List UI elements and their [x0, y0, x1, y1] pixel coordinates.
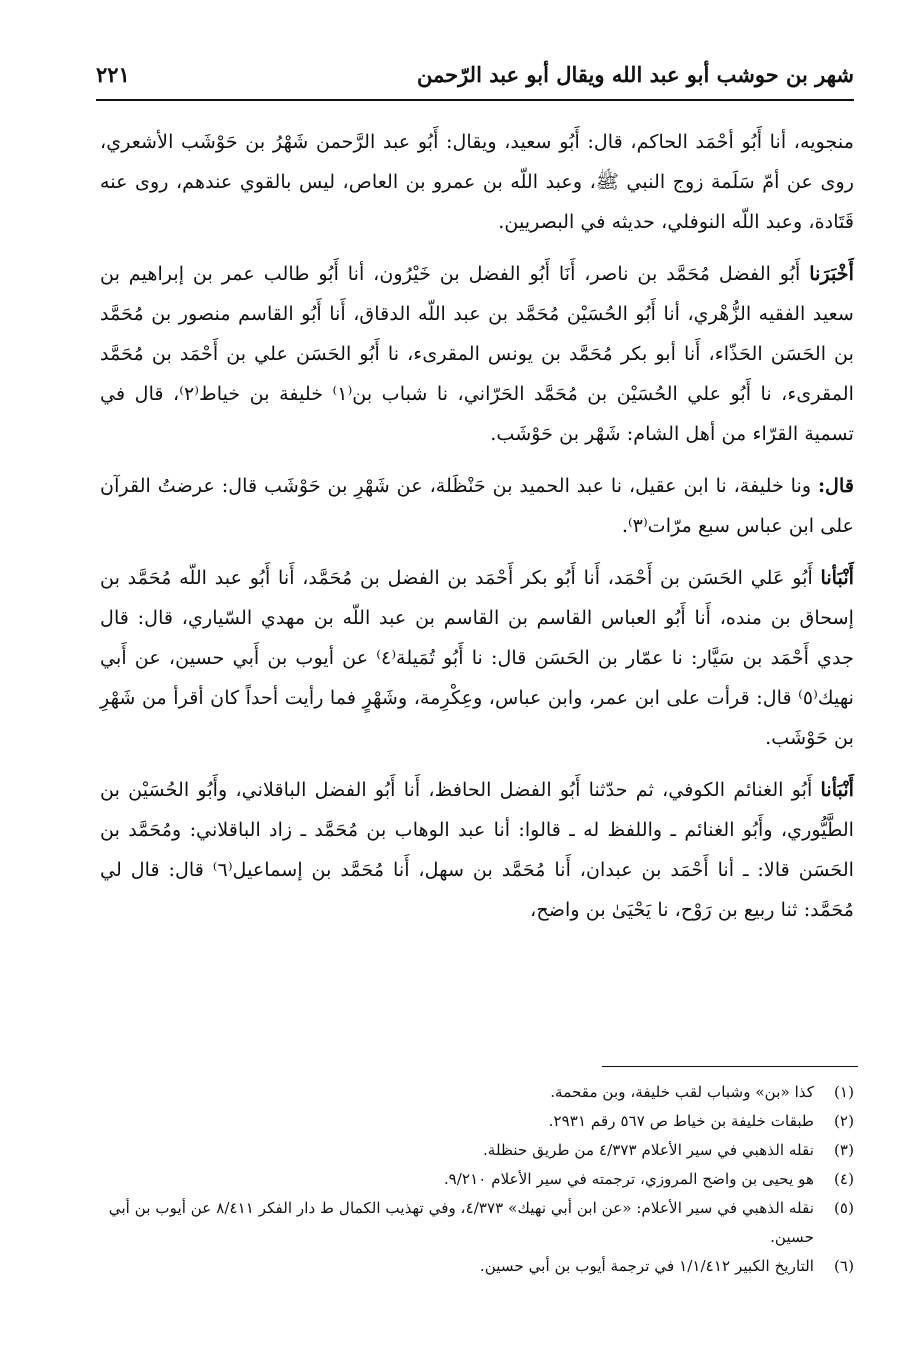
paragraph-text: منجويه، أنا أَبُو أحْمَد الحاكم، قال: أَبُو سعيد، ويقال: أَبُو عبد الرَّحمن شَهْرُ بن حَوْشَب الأشعري، روى عن أمّ سَلَمة زوج النبي ﷺ، وعبد اللّه بن عمرو بن العاص، ليس بالقوي عندهم، روى عنه قَتَادة، وعبد اللّه النوفلي، حديثه في البصريين.	[100, 130, 854, 233]
running-title: شهر بن حوشب أبو عبد الله ويقال أبو عبد الرّحمن	[416, 62, 854, 87]
footnote-number: (١)	[833, 1083, 854, 1101]
paragraph-lead: قال:	[817, 474, 854, 497]
paragraph-lead: أَنْبَأنا	[820, 566, 854, 589]
footnote-text: نقله الذهبي في سير الأعلام: «عن ابن أبي نهيك» ٤/٣٧٣، وفي تهذيب الكمال ط دار الفكر ٨/٤١١ عن أيوب بن أبي حسين.	[108, 1199, 814, 1246]
paragraph-1	[100, 122, 854, 242]
paragraph-lead: أَخْبَرَنا	[809, 262, 854, 285]
footnote-2	[100, 1107, 854, 1136]
footnote-text: كذا «بن» وشباب لقب خليفة، وبن مقحمة.	[550, 1083, 814, 1101]
footnote-text: نقله الذهبي في سير الأعلام ٤/٣٧٣ من طريق حنظلة.	[482, 1141, 814, 1159]
paragraph-text: ونا خليفة، نا ابن عقيل، نا عبد الحميد بن حَنْظَلة، عن شَهْرِ بن حَوْشَب قال: عرضتُ القرآن على ابن عباس سبع مرّات⁽٣⁾.	[100, 474, 854, 537]
header-rule	[96, 99, 854, 101]
footnote-text: طبقات خليفة بن خياط ص ٥٦٧ رقم ٢٩٣١.	[548, 1112, 814, 1130]
page-number: ٢٢١	[96, 62, 130, 87]
paragraph-4	[100, 558, 854, 758]
footnote-number: (٣)	[833, 1141, 854, 1159]
footnote-4	[100, 1165, 854, 1194]
footnote-number: (٦)	[833, 1257, 854, 1275]
paragraph-2	[100, 254, 854, 454]
paragraph-3	[100, 466, 854, 546]
footnote-number: (٥)	[833, 1199, 854, 1217]
footnote-6	[100, 1252, 854, 1281]
footnote-separator	[602, 1066, 858, 1067]
footnote-3	[100, 1136, 854, 1165]
footnote-text: التاريخ الكبير ١/١/٤١٢ في ترجمة أيوب بن أبي حسين.	[479, 1257, 814, 1275]
paragraph-text: أَبُو الغنائم الكوفي، ثم حدّثنا أَبُو الفضل الحافظ، أَنا أَبُو الفضل الباقلاني، وأَبُو الحُسَيْن بن الطَّيُّوري، وأَبُو الغنائم ـ واللفظ له ـ قالوا: أنا عبد الوهاب بن مُحَمَّد ـ زاد الباقلاني: ومُحَمَّد بن الحَسَن قالا: ـ أنا أَحْمَد بن عبدان، أَنا مُحَمَّد بن سهل، أَنا مُحَمَّد بن إسماعيل⁽٦⁾ قال: قال لي مُحَمَّد: ثنا ربيع بن رَوْح، نا يَحْيَىٰ بن واضح،	[100, 778, 854, 921]
paragraph-text: أَبُو عَلي الحَسَن بن أَحْمَد، أَنا أَبُو بكر أَحْمَد بن الفضل بن مُحَمَّد، أَنا أَبُو عبد اللّه مُحَمَّد بن إسحاق بن منده، أَنا أَبُو العباس القاسم بن القاسم بن عبد اللّه بن مهدي السّياري، قال: قال جدي أَحْمَد بن سَيَّار: نا عمّار بن الحَسَن قال: نا أَبُو تُمَيلة⁽٤⁾ عن أيوب بن أَبي حسين، عن أَبي نهيك⁽٥⁾ قال: قرأت على ابن عمر، وابن عباس، وعِكْرِمة، وشَهْرٍ فما رأيت أحداً كان أقرأ من شَهْرِ بن حَوْشَب.	[100, 566, 854, 749]
page-header	[96, 62, 854, 102]
footnote-number: (٤)	[833, 1170, 854, 1188]
footnote-text: هو يحيى بن واضح المروزي، ترجمته في سير الأعلام ٩/٢١٠.	[443, 1170, 814, 1188]
footnotes	[100, 1078, 854, 1281]
paragraph-lead: أَنْبَأنا	[820, 778, 855, 801]
paragraph-text: أَبُو الفضل مُحَمَّد بن ناصر، أَنَا أَبُو الفضل بن خَيْرُون، أنا أَبُو طالب عمر بن إبراهيم بن سعيد الفقيه الزُّهْري، أنا أَبُو الحُسَيْن مُحَمَّد بن عبد اللّه الدقاق، أَنا أَبُو القاسم منصور بن مُحَمَّد بن الحَسَن الحَذّاء، أَنا أبو بكر مُحَمَّد بن يونس المقرىء، نا أَبُو الحَسَن علي بن أَحْمَد بن مُحَمَّد المقرىء، نا أَبُو علي الحُسَيْن بن مُحَمَّد الحَرّاني، نا شباب بن⁽١⁾ خليفة بن خياط⁽٢⁾، قال في تسمية القرّاء من أهل الشام: شَهْر بن حَوْشَب.	[100, 262, 854, 445]
paragraph-5	[100, 770, 854, 930]
footnote-1	[100, 1078, 854, 1107]
footnote-5	[100, 1194, 854, 1252]
footnote-number: (٢)	[833, 1112, 854, 1130]
main-text	[100, 122, 854, 930]
